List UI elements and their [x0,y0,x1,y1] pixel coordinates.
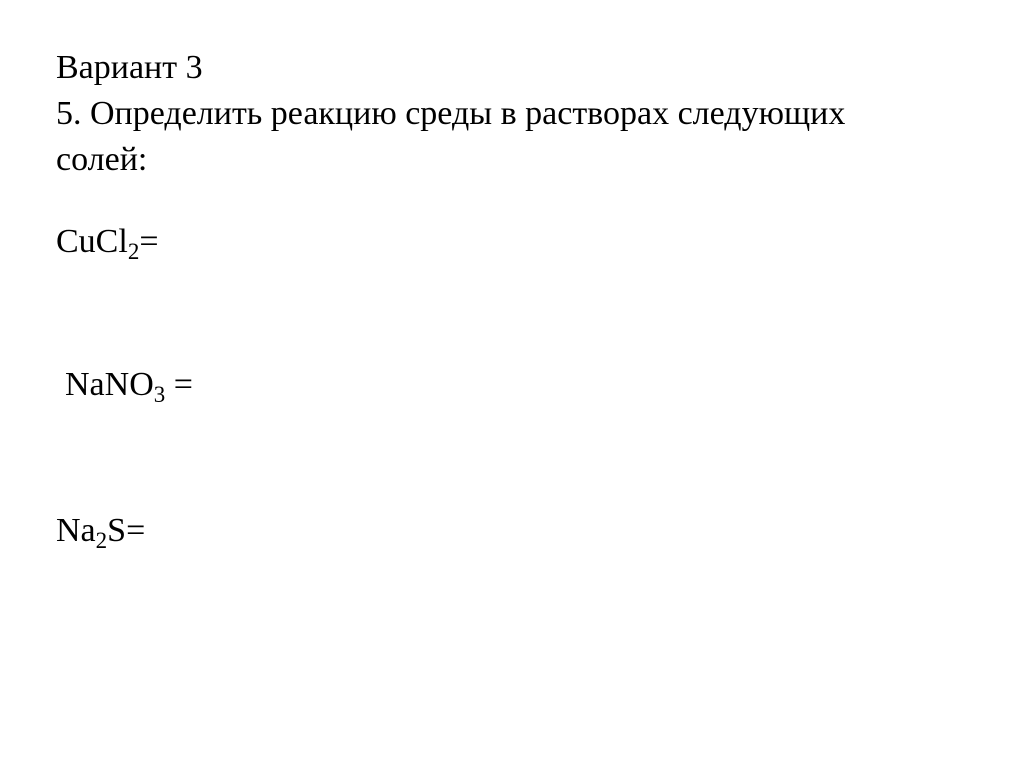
formula-equals: = [139,223,159,260]
formula-nano3 [65,365,193,405]
task-text-line-2: солей: [56,141,148,178]
formula-subscript: 2 [95,528,108,553]
formula-part: Na [56,512,96,549]
formula-equals: = [165,366,193,403]
formula-part: S= [107,512,146,549]
task-text-line-1: 5. Определить реакцию среды в растворах следующих [56,95,846,132]
formula-part: CuCl [56,223,128,260]
variant-title: Вариант 3 [56,49,203,86]
formula-part: NaNO [65,366,154,403]
formula-na2s [56,511,145,551]
formula-subscript: 3 [153,382,166,407]
formula-cucl2 [56,222,159,262]
task-heading [56,45,996,183]
formula-subscript: 2 [127,239,140,264]
